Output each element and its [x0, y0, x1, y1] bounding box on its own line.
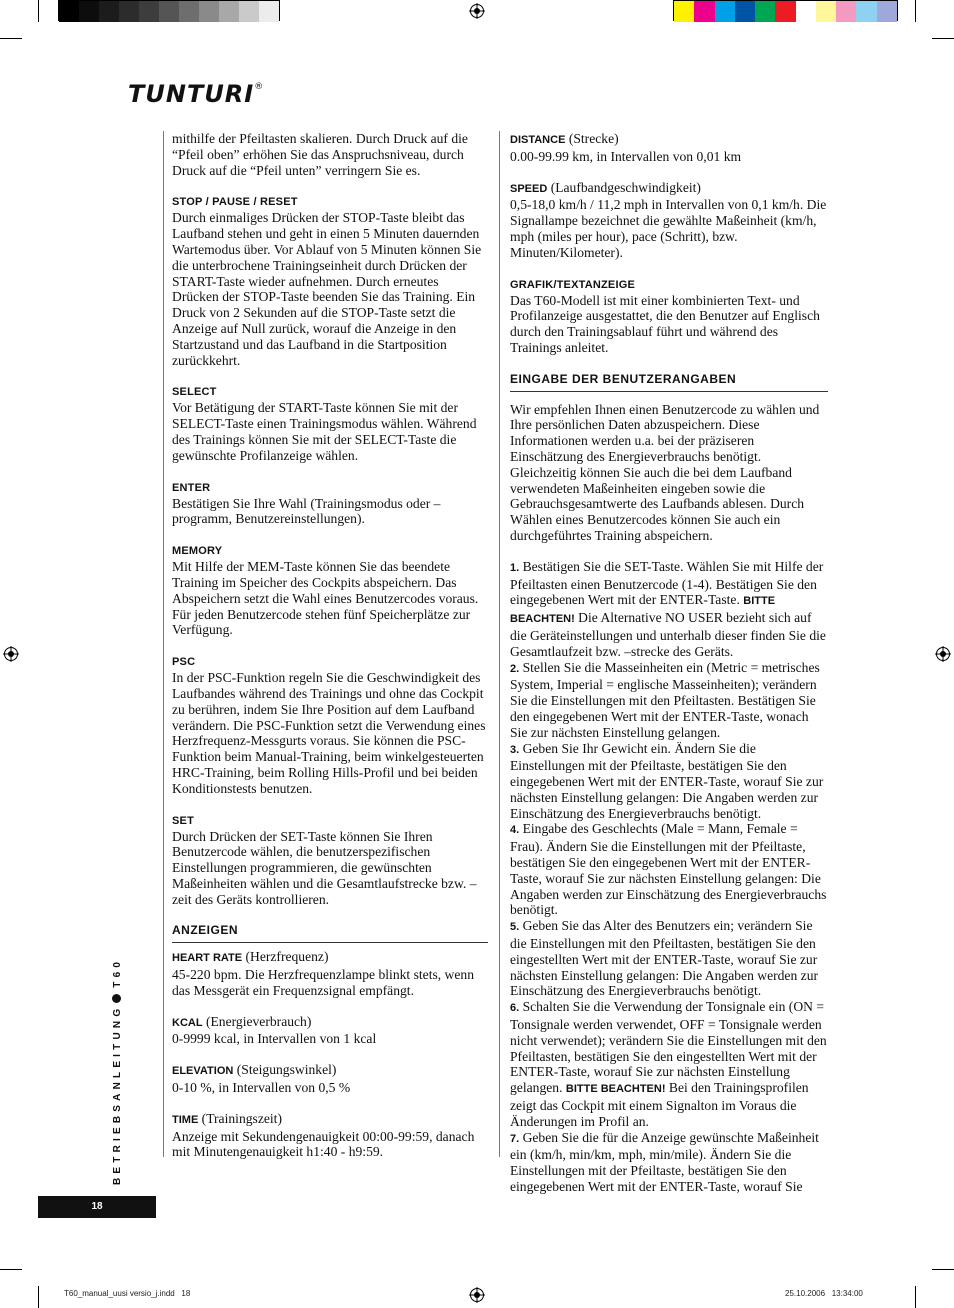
crop-mark-bl-h [0, 1269, 22, 1270]
gray-swatch [239, 1, 259, 22]
step-1: 1. Bestätigen Sie die SET-Taste. Wählen Sie mit Hilfe der Pfeiltasten einen Benutzercode (1-4). Bestätigen Sie den eingegebenen Wert mit der ENTER-Taste. BITTE BEACHTEN! Die Alternative NO USER bezieht sich auf die Geräteinstellungen und unterhalb dieser finden Sie die Gesamtlaufzeit bzw. –strecke des Geräts. [510, 558, 826, 659]
left-column [172, 131, 488, 1160]
gray-swatch [159, 1, 179, 22]
color-swatch [775, 1, 795, 22]
crop-mark-br-h [932, 1269, 954, 1270]
page-number: 18 [38, 1196, 156, 1218]
step-5: 5. Geben Sie das Alter des Benutzers ein; verändern Sie die Einstellungen mit den Pfeiltasten, bestätigen Sie den eingestellten Wert mit der ENTER-Taste, worauf Sie zur nächsten Einstellung gelangen: Die Angaben werden zur Einschätzung des Energieverbrauchs benötigt. [510, 918, 819, 999]
bullet-dot-icon [112, 994, 121, 1003]
grafik-heading: GRAFIK/TEXTANZEIGE [510, 278, 636, 291]
gray-swatch [119, 1, 139, 22]
color-swatch [735, 1, 755, 22]
speed-heading: SPEED (Laufbandgeschwindigkeit) [510, 179, 701, 195]
registration-mark-icon [469, 3, 485, 19]
crop-mark-bl-v [38, 1286, 39, 1308]
gray-swatch [99, 1, 119, 22]
elevation-text: 0-10 %, in Intervallen von 0,5 % [172, 1080, 351, 1096]
color-swatch [856, 1, 876, 22]
registration-mark-icon [469, 1287, 485, 1303]
gray-swatch [259, 1, 279, 22]
psc-text: In der PSC-Funktion regeln Sie die Geschwindigkeit des Laufbandes während des Trainings und ohne das Cockpit zu berühren, indem Sie Ihre Position auf dem Laufband verändern. Die PSC-Funktion setzt die Verwendung eines Herzfrequenz-Messgurts voraus. Sie können die PSC-Funktion beim Manual-Training, beim winkelgesteuerten HRC-Training, beim Rolling Hills-Profil und bei beiden Konditionstests benutzen. [172, 670, 486, 796]
time-heading: TIME (Trainingszeit) [172, 1110, 282, 1126]
right-column [510, 131, 828, 1195]
distance-heading: DISTANCE (Strecke) [510, 131, 619, 146]
registration-mark-icon [3, 646, 19, 662]
memory-text: Mit Hilfe der MEM-Taste können Sie das beendete Training im Speicher des Cockpits abspeichern. Das Abspeichern setzt die Wahl eines Benutzercodes voraus. Für jeden Benutzercode stehen fünf Speicherplätze zur Verfügung. [172, 559, 479, 638]
step-3: 3. Geben Sie Ihr Gewicht ein. Ändern Sie die Einstellungen mit der Pfeiltaste, bestätigen Sie den eingegebenen Wert mit der ENTER-Taste, worauf Sie zur nächsten Einstellung gelangen: Die Angaben werden zur Einschätzung des Energieverbrauchs benötigt. [510, 740, 824, 821]
tunturi-logo: TUNTURI® [128, 80, 265, 108]
select-text: Vor Betätigung der START-Taste können Sie mit der SELECT-Taste einen Trainingsmodus wählen. Während des Trainings können Sie mit der SELECT-Taste die gewünschte Profilanzeige wählen. [172, 400, 477, 463]
stop-heading: STOP / PAUSE / RESET [172, 196, 298, 209]
heart-rate-text: 45-220 bpm. Die Herzfrequenzlampe blinkt stets, wenn das Messgerät ein Frequenzsignal empfängt. [172, 967, 474, 998]
step-6: 6. Schalten Sie die Verwendung der Tonsignale ein (ON = Tonsignale werden verwendet, OFF = Tonsignale werden nicht verwendet); verändern Sie die Einstellungen mit den Pfeiltasten, bestätigen Sie den eingestellten Wert mit der ENTER-Taste, worauf Sie zur nächsten Einstellung gelangen. BITTE BEACHTEN! Bei den Trainingsprofilen zeigt das Cockpit mit einem Signalton im Voraus die Änderungen im Profil an. [510, 999, 827, 1129]
gray-swatch [59, 1, 79, 22]
color-swatch [836, 1, 856, 22]
gray-swatch [199, 1, 219, 22]
color-swatch [674, 1, 694, 22]
step-7: 7. Geben Sie die für die Anzeige gewünschte Maßeinheit ein (km/h, min/km, mph, min/mile). Ändern Sie die Einstellungen mit der Pfeiltaste, bestätigen Sie den eingegebenen Wert mit der ENTER-Taste, worauf Sie [510, 1129, 819, 1195]
crop-mark-br-v [915, 1286, 916, 1308]
gray-color-bar [58, 0, 280, 21]
color-swatch [877, 1, 897, 22]
intro-text: mithilfe der Pfeiltasten skalieren. Durch Druck auf die “Pfeil oben” erhöhen Sie das Anspruchsniveau, durch Druck auf die “Pfeil unten” verringern Sie es. [172, 131, 468, 178]
gray-swatch [79, 1, 99, 22]
heart-rate-heading: HEART RATE (Herzfrequenz) [172, 949, 329, 965]
color-swatch [796, 1, 816, 22]
elevation-heading: ELEVATION (Steigungswinkel) [172, 1062, 337, 1078]
kcal-text: 0-9999 kcal, in Intervallen von 1 kcal [172, 1031, 377, 1047]
crop-mark-tr-v [915, 0, 916, 22]
distance-text: 0.00-99.99 km, in Intervallen von 0,01 km [510, 148, 742, 164]
slug-date: 25.10.2006 13:34:00 [785, 1289, 863, 1298]
gray-swatch [179, 1, 199, 22]
step-2: 2. Stellen Sie die Masseinheiten ein (Metric = metrisches System, Imperial = englische Masseinheiten); verändern Sie die Einstellungen mit den Pfeiltasten. Bestätigen Sie den eingegebenen Wert mit der ENTER-Taste, wonach Sie zur nächsten Einstellung gelangen. [510, 659, 820, 740]
time-text: Anzeige mit Sekundengenauigkeit 00:00-99:59, danach mit Minutengenauigkeit h1:40 - h9:59. [172, 1128, 475, 1160]
color-bar [673, 0, 898, 21]
set-heading: SET [172, 814, 194, 827]
step-4: 4. Eingabe des Geschlechts (Male = Mann, Female = Frau). Ändern Sie die Einstellungen mit der Pfeiltaste, bestätigen Sie den eingegebenen Wert mit der ENTER-Taste, worauf Sie zur nächsten Einstellung gelangen: Die Angaben werden zur Einschätzung des Energieverbrauchs benötigt. [510, 821, 827, 918]
stop-text: Durch einmaliges Drücken der STOP-Taste bleibt das Laufband stehen und geht in einen 5 Minuten dauernden Wartemodus über. Vor Ablauf von 5 Minuten können Sie die unterbrochene Trainingseinheit durch Drücken der START-Taste wieder aufnehmen. Durch erneutes Drücken der STOP-Taste beenden Sie das Training. Ein Druck von 2 Sekunden auf die STOP-Taste setzt die Anzeige auf Null zurück, worauf die Anzeige in den Startzustand und das Laufband in die Startposition zurückkehrt. [172, 210, 482, 368]
eingabe-text: Wir empfehlen Ihnen einen Benutzercode zu wählen und Ihre persönlichen Daten abzuspeichern. Diese Informationen werden u.a. bei der präziseren Einschätzung des Energieverbrauchs benötigt. Gleichzeitig können Sie auch die bei dem Laufband verwendeten Maßeinheiten eingeben sowie die Gebrauchsgesamtwerte des Laufbands ablesen. Durch Wählen eines Benutzercodes können Sie auch ein durchgeführtes Training abspeichern. [510, 401, 820, 543]
crop-mark-tl-h [0, 38, 22, 39]
side-running-title: BETRIEBSANLEITUNGT60 [112, 957, 123, 1185]
crop-mark-tr-h [932, 38, 954, 39]
eingabe-section-heading: EINGABE DER BENUTZERANGABEN [510, 372, 828, 392]
registration-mark-icon [935, 646, 951, 662]
kcal-heading: KCAL (Energieverbrauch) [172, 1013, 312, 1029]
color-swatch [816, 1, 836, 22]
anzeigen-section-heading: ANZEIGEN [172, 923, 488, 943]
memory-heading: MEMORY [172, 545, 223, 558]
grafik-text: Das T60-Modell ist mit einer kombinierten Text- und Profilanzeige ausgestattet, die den Benutzer auf Englisch durch den Trainingsablauf führt und während des Trainings anleitet. [510, 292, 820, 355]
center-column-rule [499, 131, 500, 1157]
slug-filename: T60_manual_uusi versio_j.indd 18 [64, 1289, 191, 1298]
gray-swatch [219, 1, 239, 22]
enter-text: Bestätigen Sie Ihre Wahl (Trainingsmodus oder –programm, Benutzereinstellungen). [172, 495, 441, 527]
select-heading: SELECT [172, 386, 217, 399]
color-swatch [715, 1, 735, 22]
set-text: Durch Drücken der SET-Taste können Sie Ihren Benutzercode wählen, die benutzerspezifischen Einstellungen programmieren, die gewünschten Maßeinheiten wählen und die Gesamtlaufstrecke bzw. –zeit des Geräts kontrollieren. [172, 828, 477, 907]
psc-heading: PSC [172, 656, 196, 669]
color-swatch [694, 1, 714, 22]
left-column-rule [163, 131, 164, 1157]
gray-swatch [139, 1, 159, 22]
enter-heading: ENTER [172, 481, 211, 494]
speed-text: 0,5-18,0 km/h / 11,2 mph in Intervallen von 0,1 km/h. Die Signallampe bezeichnet die gewählte Maßeinheit (km/h, mph (miles per hour), pace (Schritt), bzw. Minuten/Kilometer). [510, 197, 827, 260]
crop-mark-tl-v [38, 0, 39, 22]
color-swatch [755, 1, 775, 22]
